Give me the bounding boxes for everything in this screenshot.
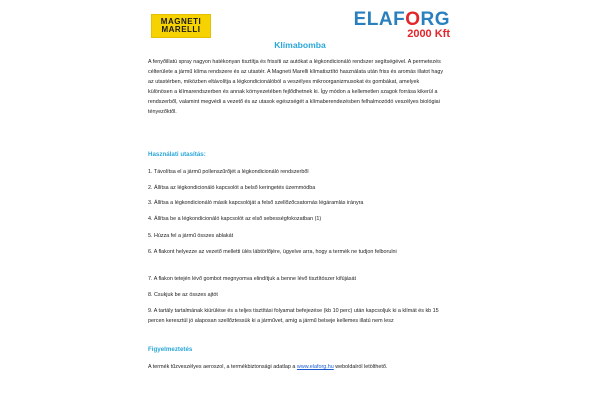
safety-note: A termék tűzveszélyes aeroszol, a termékbiztonsági adatlap a www.elaforg.hu weboldalról letölthető. bbox=[148, 364, 388, 370]
page-title: Klímabomba bbox=[274, 40, 326, 50]
magneti-marelli-logo bbox=[151, 14, 211, 38]
logo-line-1: MAGNETI bbox=[160, 17, 202, 26]
instructions-heading: Használati utasítás: bbox=[148, 151, 206, 158]
warning-heading: Figyelmeztetés bbox=[148, 346, 193, 353]
step-3: 3. Állítsa a légkondicionáló másik kapcsolóját a felső szellőzőcsatornás légáramlás irányra bbox=[148, 200, 364, 206]
step-1: 1. Távolítsa el a jármű pollenszűrőjét a légkondicionáló rendszerből bbox=[148, 169, 309, 175]
flame-o: O bbox=[405, 9, 421, 30]
step-4: 4. Állítsa be a légkondicionáló kapcsolót az első sebességfokozatban (1) bbox=[148, 216, 322, 222]
elaforg-logo bbox=[340, 10, 450, 40]
elaforg-logo-sub: 2000 Kft bbox=[407, 28, 450, 40]
logo-line-2: MARELLI bbox=[161, 25, 201, 34]
intro-paragraph: A fenyőillatú spray nagyon hatékonyan tisztítja és frissíti az autókat a légkondicionáló rendszer segítségével. A permetezés célterülete a jármű klíma rendszere és az utastér. A Magneti Marelli klímatisztító használata után friss és aromás illatot hagy az utastérben, miközben eltávolítja a légkondicionálóból a veszélyes mikroorganizmusokat és gombákat, amelyek különösen a klímarendszerben és annak környezetében fejlődhetnek ki. Így módon a kellemetlen szagok forrása kikerül a rendszerből, valamint megvédi a vezető és az utasok egészségét a klímaberendezésben felhalmozódó veszélyes biológiai tényezőktől. bbox=[148, 59, 444, 116]
step-7: 7. A flakon tetején lévő gombot megnyomva elindítjuk a benne lévő tisztítószer kifújását bbox=[148, 276, 356, 282]
step-9: 9. A tartály tartalmának kiürülése és a teljes tisztítási folyamat befejezése (kb 10 perc) után kapcsoljuk ki a klímát és kb 15 percen keresztül jó alaposan szellőztessük ki a járművet, amíg a jármű belseje kellemes illatú nem lesz bbox=[148, 308, 439, 325]
step-2: 2. Állítsa az légkondicionáló kapcsolót a belső keringetés üzemmódba bbox=[148, 185, 316, 191]
step-8: 8. Csukjuk be az összes ajtót bbox=[148, 292, 218, 298]
step-5: 5. Húzza fel a jármű összes ablakát bbox=[148, 233, 234, 239]
elaforg-logo-name: ELAFORG bbox=[353, 9, 450, 30]
elaforg-website-link[interactable]: www.elaforg.hu bbox=[296, 364, 334, 370]
step-6: 6. A flakont helyezze az vezető melletti ülés lábtörlőjére, ügyelve arra, hogy a termék ne tudjon felborulni bbox=[148, 249, 397, 255]
